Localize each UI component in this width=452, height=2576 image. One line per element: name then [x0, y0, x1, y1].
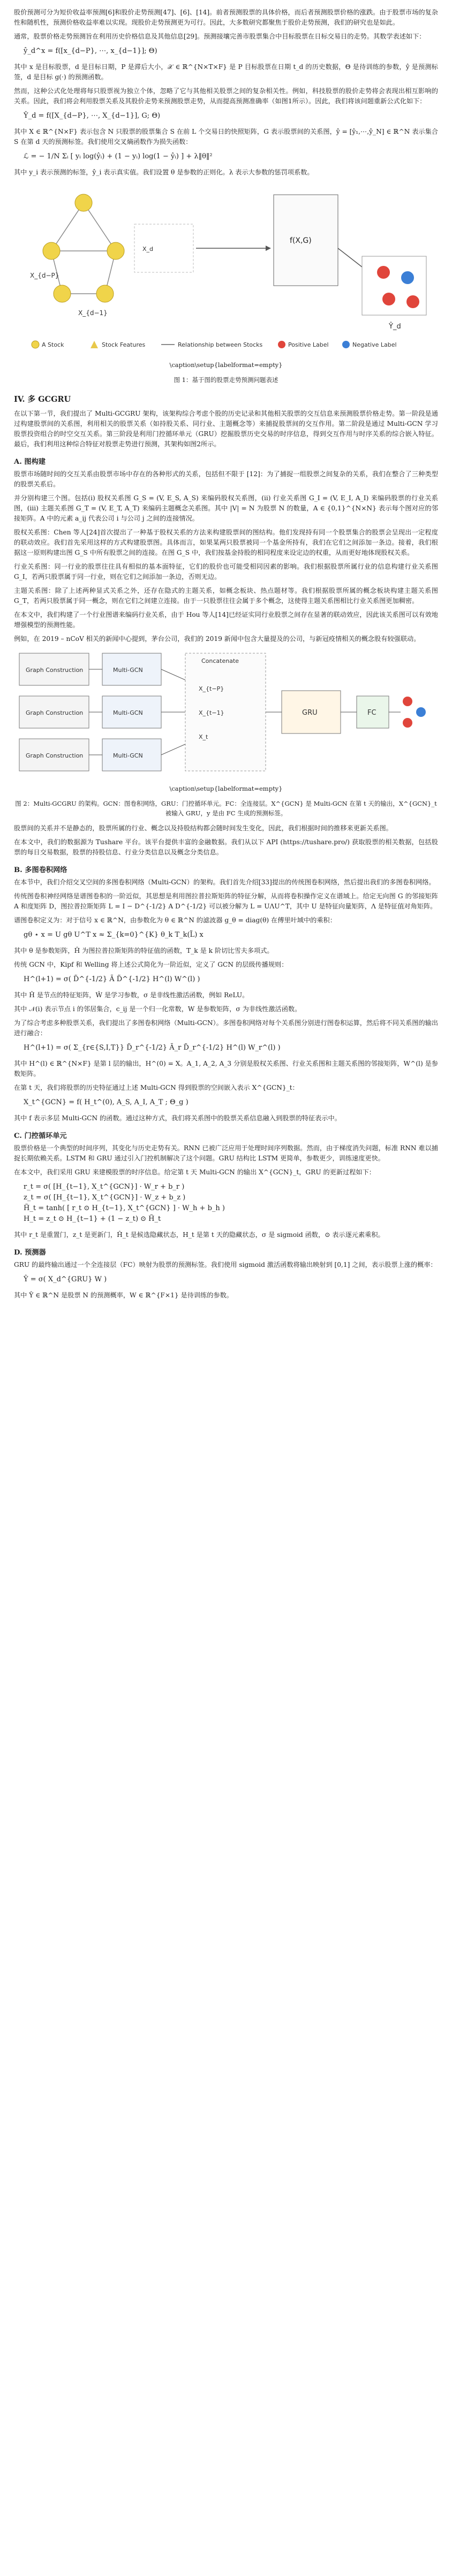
- paragraph: 其中 X ∈ ℝ^{N×F} 表示包含 N 只股票的股票集合 S 在前 L 个交易日的快照矩阵，G 表示股票间的关系图，ŷ = [ŷ₁,⋯,ŷ_N] ∈ ℝ^N 表示集合 S 在第 d 天的预测标签。我们使用交叉熵函数作为损失函数：: [14, 128, 438, 146]
- subsection-heading: B. 多图卷积网络: [14, 866, 67, 874]
- paragraph: 其中 f 表示多层 Multi-GCN 的函数。通过这种方式，我们将关系图中的股票关系信息融入到股票的特征表示中。: [14, 1114, 341, 1122]
- svg-text:X_{d−P}: X_{d−P}: [30, 272, 59, 279]
- equation-9: Ŷ = σ( X_d^{GRU} W ): [24, 1275, 107, 1283]
- svg-text:X_{t−1}: X_{t−1}: [199, 709, 224, 716]
- paragraph: 例如，在 2019 – nCoV 相关的新闻中心提到，茅台公司，我们的 2019 新闻中包含大量提及的公司，与新冠疫情相关的概念股有较强联动。: [14, 635, 420, 643]
- pipeline-row-2: [19, 696, 161, 728]
- subsection-heading: D. 预测器: [14, 1249, 46, 1257]
- equation-1: ŷ_d^x = f([x_{d−P}, ⋯, x_{d−1}]; Θ): [24, 47, 157, 55]
- svg-text:A Stock: A Stock: [42, 341, 64, 348]
- figure-2: [14, 648, 438, 782]
- paragraph: 其中 x 是目标股票，d 是目标日期，P 是滞后大小，𝒳 ∈ ℝ^{N×T×F} 是 P 目标股票在日期 t_d 的历史数据，Θ 是待训练的参数，ŷ 是预测标签，d 是目标 g(·) 的预测函数。: [14, 63, 438, 81]
- paragraph: 谱图卷积定义为：对于信号 x ∈ ℝ^N，由参数化为 θ ∈ ℝ^N 的滤波器 g_θ = diag(θ) 在傅里叶域中的乘积：: [14, 916, 336, 924]
- pipeline-row-1: [19, 653, 161, 685]
- paragraph: 股权关系图：Chen 等人[24]首次提出了一种基于股权关系的方法来构建股票间的图结构。他们发现持有同一个股票集合的股票会呈现出一定程度的联动效应。我们首先采用这样的方式构建股票图。具体而言，如果某两只股票被同一个基金所持有，我们在它们之间添加一条边。接着，我们根据这一原则构建出图 G_S 中所有股票之间的连接。在图 G_S 中，我们按基金持股的相同程度来设定边的权重，从而更好地体现股权关系。: [14, 529, 438, 556]
- prediction-output: [389, 697, 426, 728]
- svg-text:Ŷ_d: Ŷ_d: [389, 323, 401, 331]
- subsection-heading: A. 图构建: [14, 458, 46, 466]
- paragraph: 在第 t 天，我们将股票的历史特征通过上述 Multi-GCN 得到股票的空间嵌入表示 X^{GCN}_t：: [14, 1084, 299, 1091]
- paragraph: 传统图卷积神经网络是谱图卷积的一阶近似，其思想是利用图拉普拉斯矩阵的特征分解，从而将卷积操作定义在谱域上。给定无向图 G 的邻接矩阵 A 和度矩阵 D，图拉普拉斯矩阵 L = I − D^{-1/2} A D^{-1/2} 可以被分解为 L = UΛU^T，其中 U 是特征向量矩阵，Λ 是特征值对角矩阵。: [14, 892, 438, 910]
- paragraph: 主题关系图：除了上述两种显式关系之外，还存在隐式的主题关系，如概念板块、热点题材等。我们根据股票所属的概念板块构建主题关系图 G_T，若两只股票属于同一概念，则在它们之间建立连接。由于一只股票往往会属于多个概念，这使得主题关系图相比行业关系图更加稠密。: [14, 587, 438, 605]
- paragraph: 在本文中，我们的数据源为 Tushare 平台。该平台提供丰富的金融数据。我们从以下 API (https://tushare.pro/) 获取股票的相关数据，包括股票的每日交易数据，股票的持股信息、行业分类信息以及概念分类信息。: [14, 838, 438, 856]
- svg-text:Graph Construction: Graph Construction: [26, 667, 84, 674]
- svg-text:Stock Features: Stock Features: [102, 341, 146, 348]
- figure-2-graphic: [14, 648, 438, 782]
- concatenate-block: [161, 653, 266, 771]
- paragraph: 其中 𝒩(i) 表示节点 i 的邻居集合，c_ij 是一个归一化常数，W 是参数矩阵，σ 为非线性激活函数。: [14, 1005, 302, 1013]
- paragraph: 在以下第一节，我们提出了 Multi-GCGRU 架构，该架构综合考虑个股的历史记录和其他相关股票的交互信息来预测股票价格走势。第一阶段是通过构建股票间的关系图，利用相关的股票关系（如持股关系、同行业、主题概念等）来捕捉股票间的交互作用。第二阶段是通过 Multi-GCN 学习股票投资组合的时空交互关系。第三阶段是利用门控循环单元（GRU）挖掘股票历史交易的时序信息，得到交互作用与时序关系的综合嵌入特征。最后，我们利用这种综合特征对股票走势进行预测，其架构如图2所示。: [14, 410, 438, 448]
- paragraph: 其中 r_t 是重置门，z_t 是更新门，Ĥ_t 是候选隐藏状态，H_t 是第 t 天的隐藏状态，σ 是 sigmoid 函数，⊙ 表示逐元素乘积。: [14, 1231, 385, 1239]
- svg-text:Positive Label: Positive Label: [288, 341, 329, 348]
- paragraph: 并分别构建三个图。包括(i) 股权关系图 G_S = (V, E_S, A_S) 来编码股权关系图，(ii) 行业关系图 G_I = (V, E_I, A_I) 来编码股票的行业关系图，(iii) 主题关系图 G_T = (V, E_T, A_T) 来编码主题概念关系图。其中 |V| = N 为股票 N 的数量，A ∈ {0,1}^{N×N} 表示每个图对应的邻接矩阵。A 中的元素 a_ij 代表公司 i 与公司 j 之间的连接情况。: [14, 494, 438, 522]
- section-heading: IV. 多 GCGRU: [14, 395, 71, 404]
- equation-4: gθ ⋆ x = U gθ U^T x ≈ Σ_{k=0}^{K} θ_k T_k(L̃) x: [24, 931, 204, 939]
- fc-block: [341, 696, 389, 728]
- svg-text:FC: FC: [367, 709, 376, 717]
- paragraph: 在本节中，我们介绍交叉空间的多图卷积网络（Multi-GCN）的架构。我们首先介绍[33]提出的传统图卷积网络，然后提出我们的多图卷积网络。: [14, 878, 435, 886]
- svg-text:Concatenate: Concatenate: [201, 658, 239, 664]
- paragraph: 股价预测可分为短价收益率预测[6]和股价走势预测[47]、[6]、[14]。前者预测股票的具体价格，而后者预测股票价格的涨跌。由于股票市场的复杂性和随机性，预测价格收益率难以实现。现股价走势预测更为可行。因此，大多数研究都聚焦于股价走势预测，我们的研究也是如此。: [14, 9, 438, 26]
- equation-5: H^(l+1) = σ( D̃^{-1/2} Ã D̃^{-1/2} H^(l) W^(l) ): [24, 975, 200, 983]
- pipeline-row-3: [19, 739, 161, 771]
- paragraph: 其中 Ŷ ∈ ℝ^N 是股票 N 的预测概率，W ∈ ℝ^{F×1} 是待训练的参数。: [14, 1291, 233, 1299]
- paragraph: 传统 GCN 中，Kipf 和 Welling 将上述公式简化为一阶近似，定义了 GCN 的层级传播规则：: [14, 961, 288, 968]
- svg-text:X_d: X_d: [142, 246, 154, 253]
- svg-text:X_{t−P}: X_{t−P}: [199, 685, 224, 692]
- svg-text:Multi-GCN: Multi-GCN: [113, 752, 143, 759]
- paragraph: GRU 的最终输出通过一个全连接层（FC）映射为股票的预测标签。我们使用 sigmoid 激活函数将输出映射到 [0,1] 之间，表示股票上涨的概率：: [14, 1261, 437, 1268]
- svg-text:Multi-GCN: Multi-GCN: [113, 709, 143, 716]
- paragraph: 其中 Ĥ 是节点的特征矩阵，Ŵ 是学习参数，σ 是非线性激活函数，例如 ReLU。: [14, 991, 249, 999]
- gru-block: [266, 691, 341, 733]
- svg-text:X_{d−1}: X_{d−1}: [78, 309, 108, 317]
- svg-text:Multi-GCN: Multi-GCN: [113, 667, 143, 674]
- paragraph: 股票市场随时间的交互关系由股票市场中存在的各种形式的关系，包括但不限于 [12]：为了捕捉一组股票之间复杂的关系，我们在整合了三种类型的股票关系后。: [14, 470, 438, 488]
- paragraph: 股票价格是一个典型的时间序列，其变化与历史走势有关。RNN 已被广泛应用于处理时间序列数据。然而，由于梯度消失问题，标准 RNN 难以捕捉长期依赖关系。LSTM 和 GRU 通过引入门控机制解决了这个问题。GRU 结构比 LSTM 更简单，参数更少，训练速度更快。: [14, 1144, 438, 1162]
- paper-page: [14, 7, 438, 1304]
- svg-text:f(X,G): f(X,G): [290, 236, 312, 245]
- paragraph: 股票间的关系并不是静态的，股票所属的行业、概念以及持股结构都会随时间发生变化，因此，我们根据时间的推移来更新关系图。: [14, 824, 393, 832]
- paragraph: 通常，股票价格走势预测旨在利用历史价格信息及其他信息[29]。预测接壤完善市股票集合中目标股票在日标交易日的走势。其数学表述如下：: [14, 33, 426, 40]
- equation-2: Ŷ_d = f([X_{d−P}, ⋯, X_{d−1}], G; Θ): [24, 112, 161, 120]
- output-graph: [362, 256, 426, 331]
- figure-legend: [32, 341, 397, 348]
- paragraph: 其中 y_i 表示预测的标签，ŷ_i 表示真实值。我们设置 θ 是参数的正则化。λ 表示大参数的惩罚项系数。: [14, 169, 314, 176]
- equation-8: r_t = σ( [H_{t−1}, X_t^{GCN}] · W_r + b_r ) z_t = σ( [H_{t−1}, X_t^{GCN}] · W_z + b_z ) H̃_t = tanh( [ r_t ⊙ H_{t−1}, X_t^{GCN} ] · W_h + b_h ) H_t = z_t ⊙ H_{t−1} + (1 − z_t) ⊙ H̃_t: [24, 1183, 225, 1223]
- equation-6: H^(l+1) = σ( Σ_{r∈{S,I,T}} D̃_r^{-1/2} Ã_r D̃_r^{-1/2} H^(l) W_r^(l) ): [24, 1044, 281, 1052]
- function-box: [274, 195, 338, 286]
- paragraph: 行业关系图：同一行业的股票往往具有相似的基本面特征，它们的股价也可能受相同因素的影响。我们根据股票所属行业的信息构建行业关系图 G_I，若两只股票属于同一行业，则在它们之间添加一条边，否则无边。: [14, 563, 438, 580]
- figure-1-placeholder: \caption\setup{labelformat=empty}: [169, 361, 283, 369]
- paragraph: 为了综合考虑多种股票关系，我们提出了多图卷积网络（Multi-GCN）。多图卷积网络对每个关系图分别进行图卷积运算，然后将不同关系图的输出进行融合：: [14, 1019, 439, 1037]
- svg-text:Graph Construction: Graph Construction: [26, 752, 84, 759]
- paragraph: 在本文中，我们采用 GRU 来建模股票的时序信息。给定第 t 天 Multi-GCN 的输出 X^{GCN}_t，GRU 的更新过程如下：: [14, 1168, 375, 1176]
- svg-text:X_t: X_t: [199, 733, 208, 740]
- equation-7: X_t^{GCN} = f( H_t^(0), A_S, A_I, A_T ; Θ_g ): [24, 1098, 189, 1106]
- figure-1: [14, 181, 438, 358]
- svg-text:Relationship between Stocks: Relationship between Stocks: [178, 341, 263, 348]
- equation-3: ℒ = − 1/N Σᵢ [ yᵢ log(ŷᵢ) + (1 − yᵢ) log(1 − ŷᵢ) ] + λ‖θ‖²: [24, 152, 213, 160]
- paragraph: 在本文中，我们构建了一个行业图谱来编码行业关系，由于 Hou 等人[14]已经证实同行业股票之间存在显著的联动效应，因此该关系图可以有效地增强模型的预测性能。: [14, 611, 438, 629]
- subsection-heading: C. 门控循环单元: [14, 1132, 67, 1140]
- paragraph: 然而，这种公式化处理将每只股票视为独立个体，忽略了它与其他相关股票之间的复杂相关性。例如，科技股票的股价走势将会表现出相互影响的关系。因此，我们将会利用股票关系及其股价走势来预测股票走势，从而提高预测准确率（如图1所示）。因此，我们将该问题重新公式化如下：: [14, 87, 438, 105]
- figure-1-caption: 图 1：基于图的股票走势预测问题表述: [174, 376, 278, 384]
- paragraph: 其中 H^(l) ∈ ℝ^{N×F} 是第 l 层的输出，H^(0) = X。A_1, A_2, A_3 分别是股权关系图、行业关系图和主题关系图的邻接矩阵，W^(l) 是参数矩阵。: [14, 1060, 438, 1077]
- stock-graph: [30, 194, 193, 317]
- svg-text:Negative Label: Negative Label: [352, 341, 397, 348]
- figure-2-placeholder: \caption\setup{labelformat=empty}: [169, 785, 283, 792]
- figure-2-caption: 图 2：Multi-GCGRU 的架构。GCN：图卷积网络，GRU：门控循环单元。FC：全连接层。X^{GCN} 是 Multi-GCN 在第 t 天的输出，X^{GCN}_t 被输入 GRU，y 是由 FC 生成的预测标签。: [15, 800, 437, 817]
- svg-text:GRU: GRU: [302, 709, 318, 717]
- figure-1-graphic: [14, 181, 438, 358]
- svg-text:Graph Construction: Graph Construction: [26, 709, 84, 716]
- paragraph: 其中 θ 是参数矩阵，Ĥ 为图拉普拉斯矩阵的特征值的函数，T_k 是 k 阶切比雪夫多项式。: [14, 947, 274, 954]
